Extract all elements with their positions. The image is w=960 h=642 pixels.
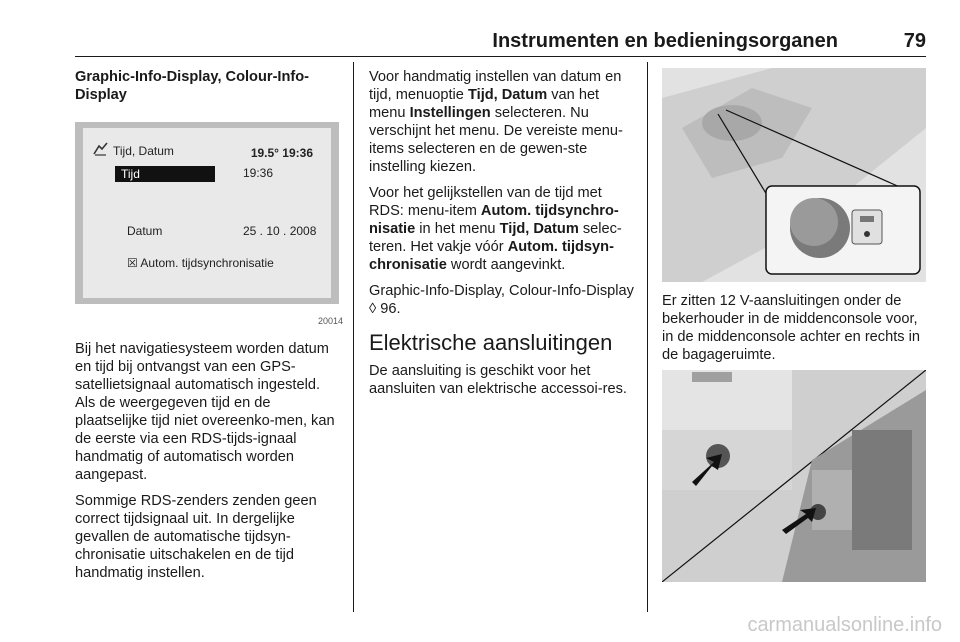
column-3-text: [662, 292, 932, 372]
watermark: carmanualsonline.info: [747, 614, 942, 636]
header-rule: [75, 56, 926, 57]
display-tijd-highlight: Tijd: [115, 166, 215, 182]
figure-number: 20014: [317, 316, 343, 326]
column-divider-2: [647, 62, 648, 612]
display-temperature-time: 19.5° 19:36: [250, 146, 313, 160]
paragraph-connection: De aansluiting is geschikt voor het aansluiten van elektrische accessoi-res.: [369, 363, 627, 397]
paragraph-navigation: Bij het navigatiesysteem worden datum en tijd bij ontvangst van een GPS-satellietsignaal automatisch ingesteld. Als de weergegeven tijd en de plaatselijke tijd niet overeenko-men, kan de eerste via een RDS-tijds-ignaal handmatig of automatisch worden aangepast.: [75, 341, 335, 483]
page-number: 79: [903, 30, 926, 52]
paragraph-manual-setting: Voor handmatig instellen van datum en tijd, menuoptie Tijd, Datum van het menu Instellingen selecteren. Nu verschijnt het menu. De vereiste menu-items selecteren en de gewen-ste instelling kiezen.: [369, 69, 623, 175]
photo-cupholder-socket: [662, 68, 926, 282]
display-frame: [75, 122, 339, 304]
display-tijd-value: 19:36: [243, 166, 274, 180]
paragraph-rds-stations: Sommige RDS-zenders zenden geen correct tijdsignaal uit. In dergelijke gevallen de automatische tijdsyn-chronisatie uitschakelen en de tijd handmatig instellen.: [75, 493, 317, 581]
page-header-title: Instrumenten en bedieningsorganen: [492, 30, 838, 52]
photo-console-sockets: [662, 370, 926, 582]
display-datum-value: 25 . 10 . 2008: [243, 224, 317, 238]
section-heading-electrical: Elektrische aansluitingen: [369, 330, 613, 355]
cross-reference-link[interactable]: Graphic-Info-Display, Colour-Info-Display ◊ 96.: [369, 283, 634, 317]
column-divider-1: [353, 62, 354, 612]
display-datum-label: Datum: [127, 224, 163, 238]
display-figure: [75, 122, 343, 330]
column-1-text: [75, 340, 343, 590]
column-2: [369, 68, 635, 406]
column-1: [75, 68, 343, 112]
display-screen: [83, 128, 331, 298]
display-checkbox-autosync: ☒ Autom. tijdsynchronisatie: [127, 256, 274, 270]
section-heading-display: Graphic-Info-Display, Colour-Info-Display: [75, 69, 310, 103]
paragraph-rds-sync: Voor het gelijkstellen van de tijd met RDS: menu-item Autom. tijdsynchro-nisatie in het menu Tijd, Datum selec-teren. Het vakje vóór Autom. tijdsyn-chronisatie wordt aangevinkt.: [369, 185, 622, 273]
display-title: Tijd, Datum: [113, 144, 174, 158]
pen-icon: [93, 142, 109, 156]
paragraph-12v-sockets: Er zitten 12 V-aansluitingen onder de bekerhouder in de middenconsole voor, in de middenconsole achter en rechts in de bagageruimte.: [662, 293, 920, 363]
